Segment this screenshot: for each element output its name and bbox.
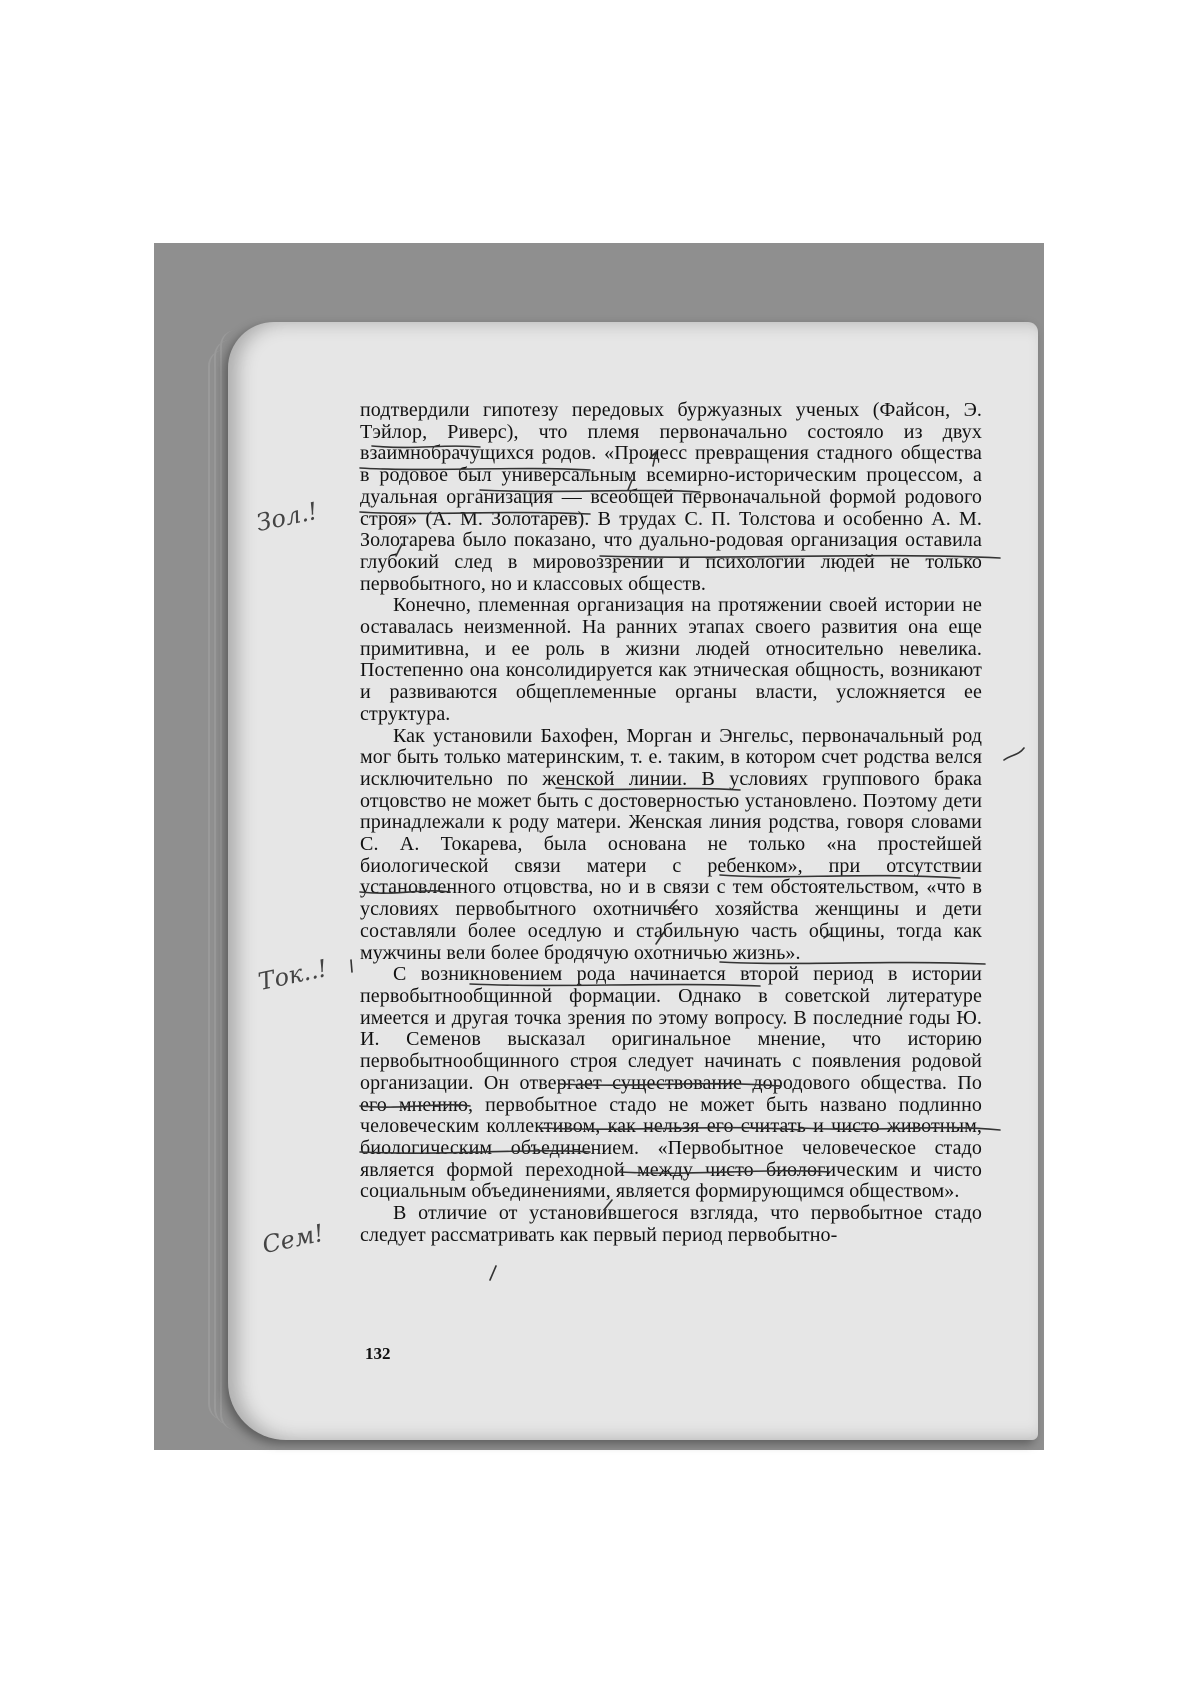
margin-note-tok: Ток..! bbox=[255, 954, 330, 996]
margin-note-zol: Зол.! bbox=[253, 496, 321, 538]
page-text bbox=[360, 400, 982, 1246]
paragraph-4: С возникновением рода начинается второй период в истории первобытнообщинной формации. Однако в советской литературе имеется и другая точка зрения по этому вопросу. В последние годы Ю. И. Семенов высказал оригинальное мнение, что историю первобытнообщинного строя следует начинать с появления родовой организации. Он отвергает существование дородового общества. По его мнению, первобытное стадо не может быть названо подлинно человеческим коллективом, как нельзя его считать и чисто животным, биологическим объединением. «Первобытное человеческое стадо является формой переходной между чисто биологическим и чисто социальным объединениями, является формирующимся обществом». bbox=[360, 963, 982, 1203]
paragraph-1: подтвердили гипотезу передовых буржуазных ученых (Файсон, Э. Тэйлор, Риверс), что племя первоначально состояло из двух взаимнобрачущихся родов. «Процесс превращения стадного общества в родовое был универсальным всемирно-историческим процессом, а дуальная организация — всеобщей первоначальной формой родового строя» (А. М. Золотарев). В трудах С. П. Толстова и особенно А. М. Золотарева было показано, что дуально-родовая организация оставила глубокий след в мировоззрении и психологии людей не только первобытного, но и классовых обществ. bbox=[360, 399, 982, 595]
paragraph-2: Конечно, племенная организация на протяжении своей истории не оставалась неизменной. На ранних этапах своего развития она еще примитивна, и ее роль в жизни людей относительно невелика. Постепенно она консолидируется как этническая общность, возникают и развиваются общеплеменные органы власти, усложняется ее структура. bbox=[360, 594, 982, 725]
paragraph-5: В отличие от установившегося взгляда, что первобытное стадо следует рассматривать как первый период первобытно- bbox=[360, 1202, 982, 1246]
page-number: 132 bbox=[365, 1344, 391, 1363]
paragraph-3: Как установили Бахофен, Морган и Энгельс, первоначальный род мог быть только материнским, т. е. таким, в котором счет родства велся исключительно по женской линии. В условиях группового брака отцовство не может быть с достоверностью установлено. Поэтому дети принадлежали к роду матери. Женская линия родства, говоря словами С. А. Токарева, была основана не только «на простейшей биологической связи матери с ребенком», при отсутствии установленного отцовства, но и в связи с тем обстоятельством, «что в условиях первобытного охотничьего хозяйства женщины и дети составляли более оседлую и стабильную часть общины, тогда как мужчины вели более бродячую охотничью жизнь». bbox=[360, 724, 982, 964]
page-edge bbox=[208, 350, 224, 1420]
margin-note-sem: Сем! bbox=[259, 1218, 327, 1260]
